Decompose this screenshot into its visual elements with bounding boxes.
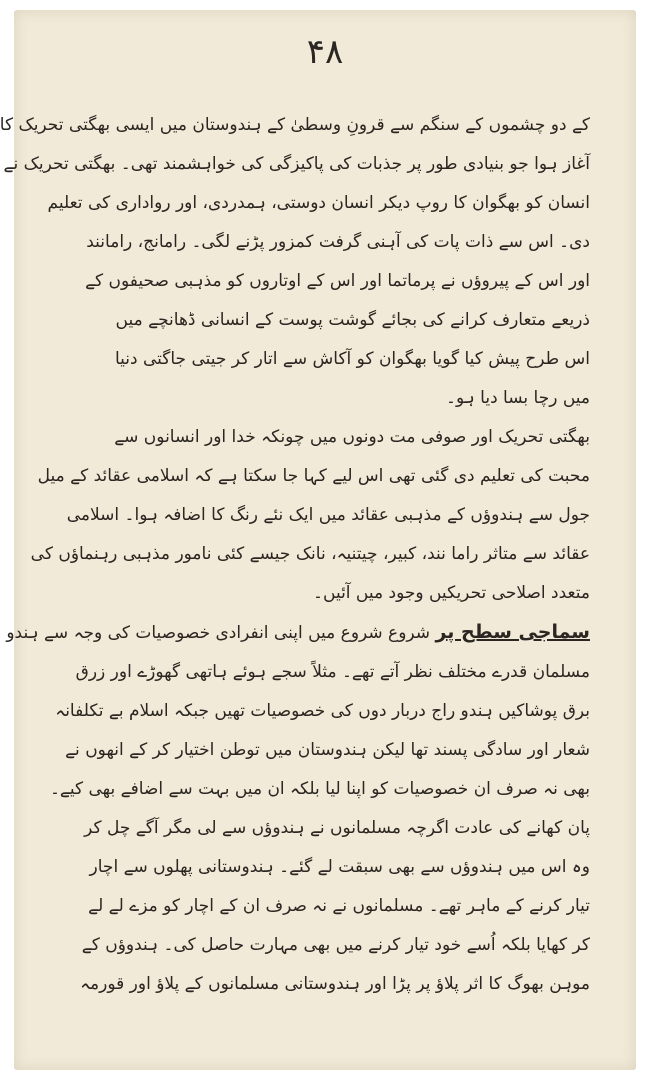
text-line: شعار اور سادگی پسند تھا لیکن ہندوستان میں توطن اختیار کر کے انھوں نے [65, 740, 590, 760]
book-page [0, 10, 636, 1070]
paragraph-4 [70, 809, 590, 1004]
text-line: میں رچا بسا دیا ہو۔ [446, 388, 590, 408]
paragraph-3 [6, 613, 590, 809]
text-line: وہ اس میں ہندوؤں سے بھی سبقت لے گئے۔ ہندوستانی پھلوں سے اچار [89, 857, 590, 877]
body-text [0, 106, 590, 1004]
text-line-with-heading [6, 613, 590, 653]
paragraph-2 [30, 418, 590, 613]
text-line: دی۔ اس سے ذات پات کی آہنی گرفت کمزور پڑنے لگی۔ رامانج، رامانند [86, 232, 590, 252]
text-line: بھی نہ صرف ان خصوصیات کو اپنا لیا بلکہ ان میں بہت سے اضافے بھی کیے۔ [49, 779, 590, 799]
text-line: آغاز ہوا جو بنیادی طور پر جذبات کی پاکیزگی کی خواہشمند تھی۔ بھگتی تحریک نے [3, 154, 590, 174]
text-line: ذریعے متعارف کرانے کی بجائے گوشت پوست کے انسانی ڈھانچے میں [115, 310, 590, 330]
text-line: بھگتی تحریک اور صوفی مت دونوں میں چونکہ خدا اور انسانوں سے [114, 427, 590, 447]
text-line: کے دو چشموں کے سنگم سے قرونِ وسطیٰ کے ہندوستان میں ایسی بھگتی تحریک کا [0, 115, 590, 135]
text-line: جول سے ہندوؤں کے مذہبی عقائد میں ایک نئے رنگ کا اضافہ ہوا۔ اسلامی [66, 505, 590, 525]
text-line: عقائد سے متاثر راما نند، کبیر، چیتنیہ، نانک جیسے کئی نامور مذہبی رہنماؤں کی [30, 544, 590, 564]
text-line: برق پوشاکیں ہندو راج دربار دوں کی خصوصیات تھیں جبکہ اسلام بے تکلفانہ [55, 701, 590, 721]
text-line: پان کھانے کی عادت اگرچہ مسلمانوں نے ہندوؤں سے لی مگر آگے چل کر [84, 818, 590, 838]
paragraph-1 [0, 106, 590, 418]
page-number: ۴۸ [306, 32, 344, 72]
text-line: متعدد اصلاحی تحریکیں وجود میں آئیں۔ [313, 583, 590, 603]
text-line: موہن بھوگ کا اثر پلاؤ پر پڑا اور ہندوستانی مسلمانوں کے پلاؤ اور قورمہ [80, 974, 590, 994]
text-line: شروع شروع میں اپنی انفرادی خصوصیات کی وجہ سے ہندو [6, 623, 431, 643]
text-line: مسلمان قدرے مختلف نظر آتے تھے۔ مثلاً سجے ہوئے ہاتھی گھوڑے اور زرق [75, 662, 590, 682]
text-line: محبت کی تعلیم دی گئی تھی اس لیے کہا جا سکتا ہے کہ اسلامی عقائد کے میل [37, 466, 590, 486]
text-line: انسان کو بھگوان کا روپ دیکر انسان دوستی، ہمدردی، اور رواداری کی تعلیم [47, 193, 590, 213]
section-lead-heading: سماجی سطح پر [435, 621, 590, 643]
text-line: اور اس کے پیروؤں نے پرماتما اور اس کے اوتاروں کو مذہبی صحیفوں کے [85, 271, 590, 291]
text-line: تیار کرنے کے ماہر تھے۔ مسلمانوں نے نہ صرف ان کے اچار کو مزے لے لے [88, 896, 590, 916]
text-line: اس طرح پیش کیا گویا بھگوان کو آکاش سے اتار کر جیتی جاگتی دنیا [114, 349, 590, 369]
text-line: کر کھایا بلکہ اُسے خود تیار کرنے میں بھی مہارت حاصل کی۔ ہندوؤں کے [81, 935, 590, 955]
